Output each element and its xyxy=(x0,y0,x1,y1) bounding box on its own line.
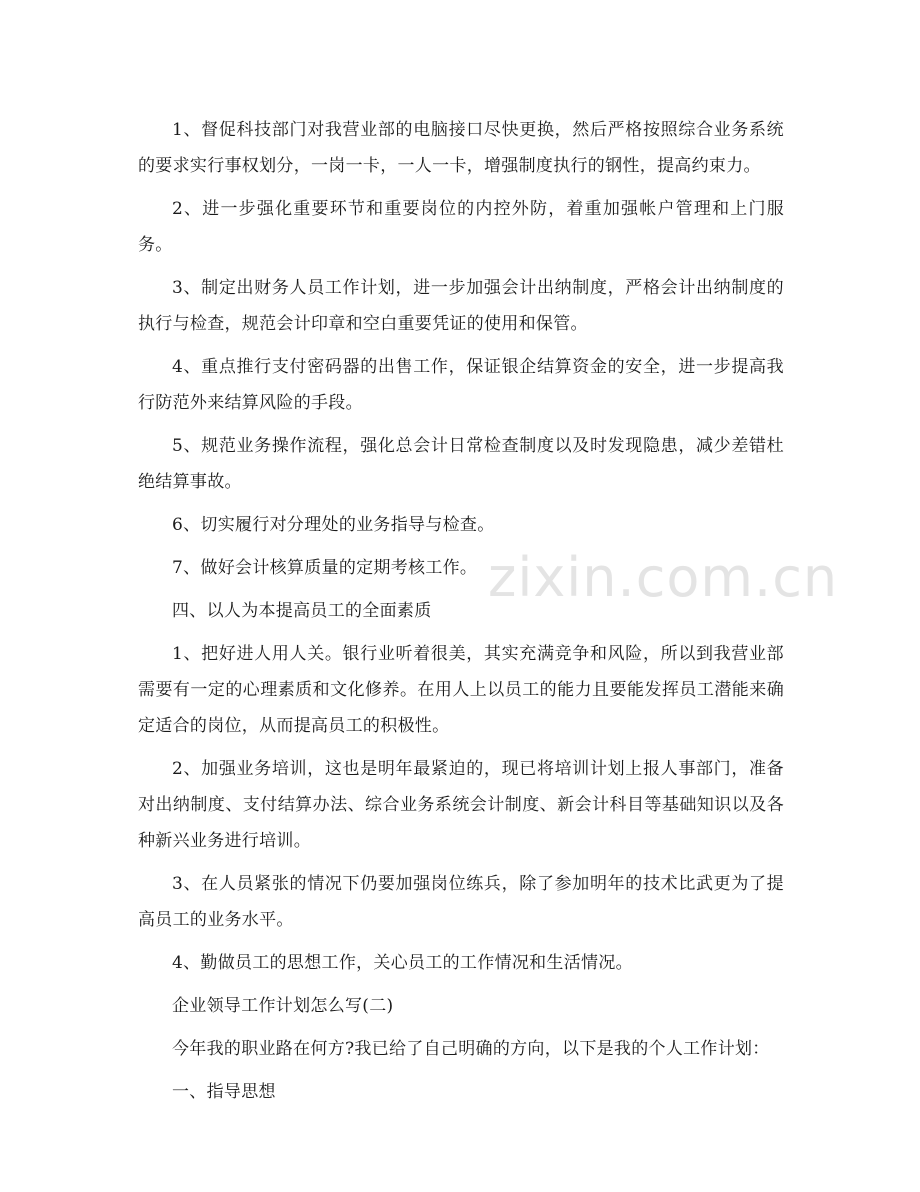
document-body xyxy=(138,112,784,1117)
paragraph: 4、勤做员工的思想工作，关心员工的工作情况和生活情况。 xyxy=(172,953,633,973)
paragraph: 1、把好进人用人关。银行业听着很美，其实充满竞争和风险，所以到我营业部需要有一定的心理素质和文化修养。在用人上以员工的能力且要能发挥员工潜能来确定适合的岗位，从而提高员工的积极性。 xyxy=(138,644,784,736)
paragraph: 3、在人员紧张的情况下仍要加强岗位练兵，除了参加明年的技术比武更为了提高员工的业务水平。 xyxy=(138,874,784,930)
paragraph: 今年我的职业路在何方?我已给了自己明确的方向，以下是我的个人工作计划： xyxy=(172,1039,770,1059)
paragraph: 3、制定出财务人员工作计划，进一步加强会计出纳制度，严格会计出纳制度的执行与检查，规范会计印章和空白重要凭证的使用和保管。 xyxy=(138,278,784,334)
section-heading: 四、以人为本提高员工的全面素质 xyxy=(172,601,432,621)
paragraph: 7、做好会计核算质量的定期考核工作。 xyxy=(172,558,478,578)
section-heading: 一、指导思想 xyxy=(172,1082,276,1102)
paragraph: 1、督促科技部门对我营业部的电脑接口尽快更换，然后严格按照综合业务系统的要求实行事权划分，一岗一卡，一人一卡，增强制度执行的钢性，提高约束力。 xyxy=(138,120,784,176)
paragraph: 2、加强业务培训，这也是明年最紧迫的，现已将培训计划上报人事部门，准备对出纳制度、支付结算办法、综合业务系统会计制度、新会计科目等基础知识以及各种新兴业务进行培训。 xyxy=(138,759,784,851)
paragraph: 5、规范业务操作流程，强化总会计日常检查制度以及时发现隐患，减少差错杜绝结算事故。 xyxy=(138,436,784,492)
paragraph: 2、进一步强化重要环节和重要岗位的内控外防，着重加强帐户管理和上门服务。 xyxy=(138,199,784,255)
paragraph: 6、切实履行对分理处的业务指导与检查。 xyxy=(172,515,495,535)
watermark: zixin.com.cn xyxy=(488,546,839,609)
document-subtitle: 企业领导工作计划怎么写(二) xyxy=(172,996,394,1016)
paragraph: 4、重点推行支付密码器的出售工作，保证银企结算资金的安全，进一步提高我行防范外来结算风险的手段。 xyxy=(138,357,784,413)
